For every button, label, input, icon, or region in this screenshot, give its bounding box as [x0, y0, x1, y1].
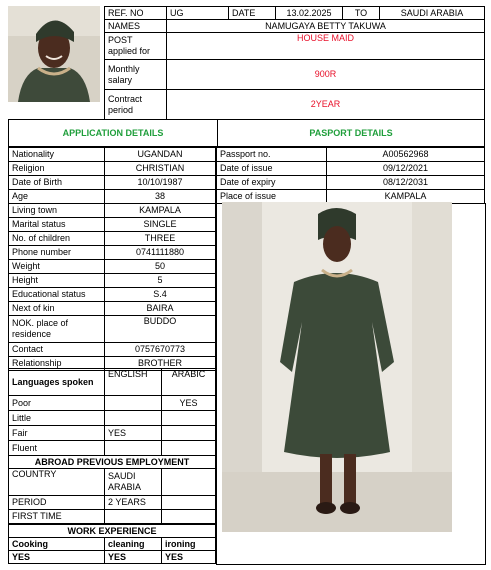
cv-document — [6, 6, 485, 564]
language-level-label: Fair — [9, 426, 105, 441]
application-table — [8, 147, 216, 371]
passport-row-label: Place of issue — [217, 190, 327, 204]
application-row — [9, 218, 216, 232]
application-row — [9, 288, 216, 302]
language-level-row — [9, 411, 216, 426]
work-col-ironing: ironing — [162, 538, 216, 551]
work-val-ironing: YES — [162, 551, 216, 564]
application-row-value: 10/10/1987 — [105, 176, 216, 190]
application-row-label: Date of Birth — [9, 176, 105, 190]
application-row-value: SINGLE — [105, 218, 216, 232]
language-level-value — [162, 441, 216, 456]
application-row-label: Marital status — [9, 218, 105, 232]
work-heading: WORK EXPERIENCE — [9, 525, 216, 538]
application-row-label: Contact — [9, 343, 105, 357]
application-row-value: 0741111880 — [105, 246, 216, 260]
application-row — [9, 176, 216, 190]
application-row-value: 38 — [105, 190, 216, 204]
passport-row-value: 09/12/2021 — [327, 162, 485, 176]
names-value: NAMUGAYA BETTY TAKUWA — [167, 20, 485, 33]
period-value: 2 YEARS — [105, 496, 162, 510]
passport-row — [217, 148, 485, 162]
first-time-label: FIRST TIME — [9, 510, 105, 524]
passport-table — [216, 147, 485, 204]
application-row-label: Weight — [9, 260, 105, 274]
application-row-label: Nationality — [9, 148, 105, 162]
application-row-value: UGANDAN — [105, 148, 216, 162]
application-row — [9, 190, 216, 204]
passport-details-heading: PASPORT DETAILS — [218, 120, 485, 147]
language-level-value: YES — [162, 396, 216, 411]
language-level-value — [162, 411, 216, 426]
application-row-value: CHRISTIAN — [105, 162, 216, 176]
language-level-value — [105, 441, 162, 456]
application-row-label: Living town — [9, 204, 105, 218]
contract-label: Contract period — [105, 90, 167, 120]
to-label: TO — [343, 7, 380, 20]
application-row-label: Phone number — [9, 246, 105, 260]
header-table — [104, 6, 485, 120]
application-row-value: BUDDO — [105, 316, 216, 343]
application-row-label: Relationship — [9, 357, 105, 371]
application-row — [9, 343, 216, 357]
lang-col-english: ENGLISH — [105, 369, 162, 396]
post-value: HOUSE MAID — [167, 33, 485, 60]
language-level-value — [105, 411, 162, 426]
language-level-value — [162, 426, 216, 441]
section-headers — [8, 119, 485, 147]
application-row — [9, 316, 216, 343]
application-row-value: THREE — [105, 232, 216, 246]
work-val-cooking: YES — [9, 551, 105, 564]
application-row-label: Educational status — [9, 288, 105, 302]
country-value: SAUDI ARABIA — [105, 469, 162, 496]
languages-label: Languages spoken — [9, 369, 105, 396]
language-level-row — [9, 396, 216, 411]
passport-row-label: Date of expiry — [217, 176, 327, 190]
work-col-cooking: Cooking — [9, 538, 105, 551]
work-val-cleaning: YES — [105, 551, 162, 564]
language-level-row — [9, 426, 216, 441]
photo-column-border — [216, 203, 486, 565]
portrait-photo-small — [8, 6, 100, 102]
application-row-label: Height — [9, 274, 105, 288]
application-row-label: Age — [9, 190, 105, 204]
passport-row-value: 08/12/2031 — [327, 176, 485, 190]
date-value: 13.02.2025 — [276, 7, 343, 20]
application-row-label: NOK. place of residence — [9, 316, 105, 343]
date-label: DATE — [229, 7, 276, 20]
application-row-value: S.4 — [105, 288, 216, 302]
contract-value: 2YEAR — [167, 90, 485, 120]
language-level-value: YES — [105, 426, 162, 441]
passport-row — [217, 176, 485, 190]
passport-row-label: Passport no. — [217, 148, 327, 162]
salary-value: 900R — [167, 60, 485, 90]
application-row-value: BROTHER — [105, 357, 216, 371]
application-row — [9, 260, 216, 274]
names-label: NAMES — [105, 20, 167, 33]
language-level-value — [105, 396, 162, 411]
period-label: PERIOD — [9, 496, 105, 510]
work-table — [8, 524, 216, 564]
passport-row-value: KAMPALA — [327, 190, 485, 204]
application-row-value: 5 — [105, 274, 216, 288]
ref-value: UG — [167, 7, 229, 20]
application-row-value: BAIRA — [105, 302, 216, 316]
language-level-label: Little — [9, 411, 105, 426]
abroad-heading: ABROAD PREVIOUS EMPLOYMENT — [9, 456, 216, 469]
application-row — [9, 274, 216, 288]
post-label: POST applied for — [105, 33, 167, 60]
application-row — [9, 232, 216, 246]
language-level-label: Poor — [9, 396, 105, 411]
application-row-label: Religion — [9, 162, 105, 176]
language-level-row — [9, 441, 216, 456]
application-row — [9, 162, 216, 176]
passport-row-value: A00562968 — [327, 148, 485, 162]
country-label: COUNTRY — [9, 469, 105, 496]
passport-row-label: Date of issue — [217, 162, 327, 176]
application-row-value: 50 — [105, 260, 216, 274]
languages-table — [8, 368, 216, 456]
application-row-value: 0757670773 — [105, 343, 216, 357]
passport-row — [217, 162, 485, 176]
application-row — [9, 204, 216, 218]
application-details-heading: APPLICATION DETAILS — [9, 120, 218, 147]
application-row-label: No. of children — [9, 232, 105, 246]
work-col-cleaning: cleaning — [105, 538, 162, 551]
abroad-table — [8, 455, 216, 524]
application-row — [9, 246, 216, 260]
ref-label: REF. NO — [105, 7, 167, 20]
application-row-value: KAMPALA — [105, 204, 216, 218]
lang-col-arabic: ARABIC — [162, 369, 216, 396]
to-value: SAUDI ARABIA — [380, 7, 485, 20]
application-row — [9, 148, 216, 162]
application-row-label: Next of kin — [9, 302, 105, 316]
salary-label: Monthly salary — [105, 60, 167, 90]
language-level-label: Fluent — [9, 441, 105, 456]
application-row — [9, 302, 216, 316]
